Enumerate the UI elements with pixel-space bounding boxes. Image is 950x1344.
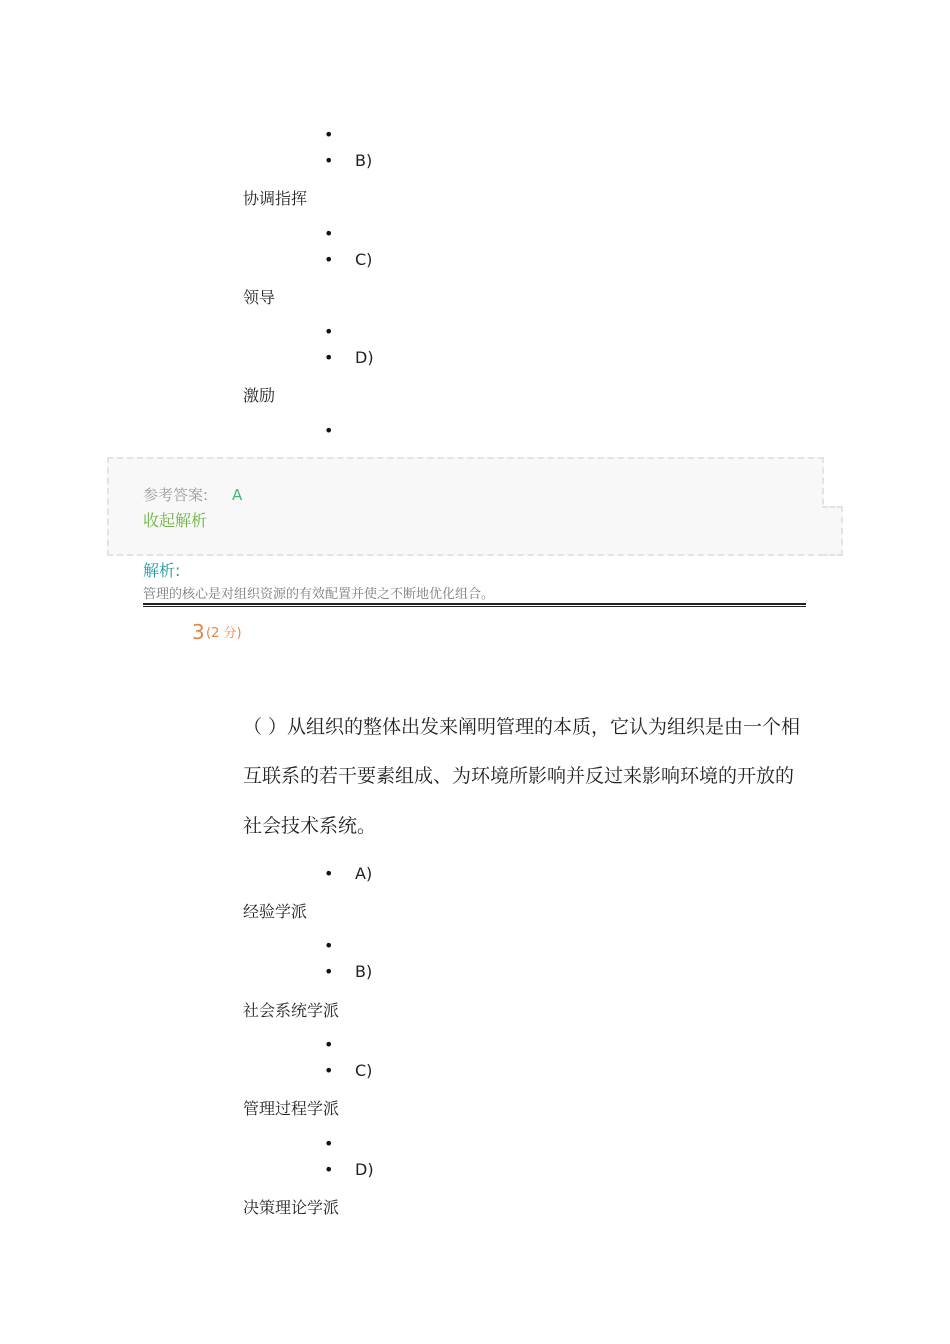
option-d-letter[interactable]: D) bbox=[355, 348, 374, 367]
option-a-letter[interactable]: A) bbox=[355, 864, 373, 883]
option-c-letter[interactable]: C) bbox=[355, 1061, 373, 1080]
reference-answer-value: A bbox=[232, 486, 243, 504]
question-stem-line: 互联系的若干要素组成、为环境所影响并反过来影响环境的开放的 bbox=[243, 765, 795, 787]
option-c-text[interactable]: 管理过程学派 bbox=[243, 1099, 340, 1118]
option-a-text[interactable]: 经验学派 bbox=[243, 902, 308, 921]
analysis-text: 管理的核心是对组织资源的有效配置并使之不断地优化组合。 bbox=[143, 587, 495, 602]
option-d-text[interactable]: 决策理论学派 bbox=[243, 1198, 340, 1217]
answer-panel-extension bbox=[822, 506, 843, 556]
bullet bbox=[324, 252, 334, 268]
option-c-letter[interactable]: C) bbox=[355, 250, 373, 269]
collapse-analysis-link[interactable]: 收起解析 bbox=[143, 511, 208, 530]
bullet bbox=[324, 1136, 334, 1152]
bullet bbox=[324, 938, 334, 954]
question-score: (2 分) bbox=[206, 626, 242, 641]
question-number: 3 bbox=[192, 620, 205, 644]
bullet bbox=[324, 127, 334, 143]
answer-panel bbox=[107, 457, 824, 556]
divider bbox=[143, 606, 806, 607]
question-stem-line: （ ）从组织的整体出发来阐明管理的本质，它认为组织是由一个相 bbox=[243, 716, 801, 738]
bullet bbox=[324, 153, 334, 169]
option-b-letter[interactable]: B) bbox=[355, 962, 373, 981]
bullet bbox=[324, 423, 334, 439]
question-stem-line: 社会技术系统。 bbox=[243, 815, 377, 837]
bullet bbox=[324, 1063, 334, 1079]
divider bbox=[143, 603, 806, 605]
bullet bbox=[324, 226, 334, 242]
option-b-letter[interactable]: B) bbox=[355, 151, 373, 170]
bullet bbox=[324, 964, 334, 980]
bullet bbox=[324, 324, 334, 340]
analysis-label: 解析: bbox=[143, 561, 181, 580]
option-d-letter[interactable]: D) bbox=[355, 1160, 374, 1179]
bullet bbox=[324, 866, 334, 882]
option-b-text[interactable]: 社会系统学派 bbox=[243, 1001, 340, 1020]
bullet bbox=[324, 1162, 334, 1178]
option-b-text[interactable]: 协调指挥 bbox=[243, 189, 308, 208]
option-c-text[interactable]: 领导 bbox=[243, 288, 276, 307]
option-d-text[interactable]: 激励 bbox=[243, 386, 276, 405]
bullet bbox=[324, 1037, 334, 1053]
reference-answer-label: 参考答案: bbox=[143, 486, 209, 504]
bullet bbox=[324, 350, 334, 366]
